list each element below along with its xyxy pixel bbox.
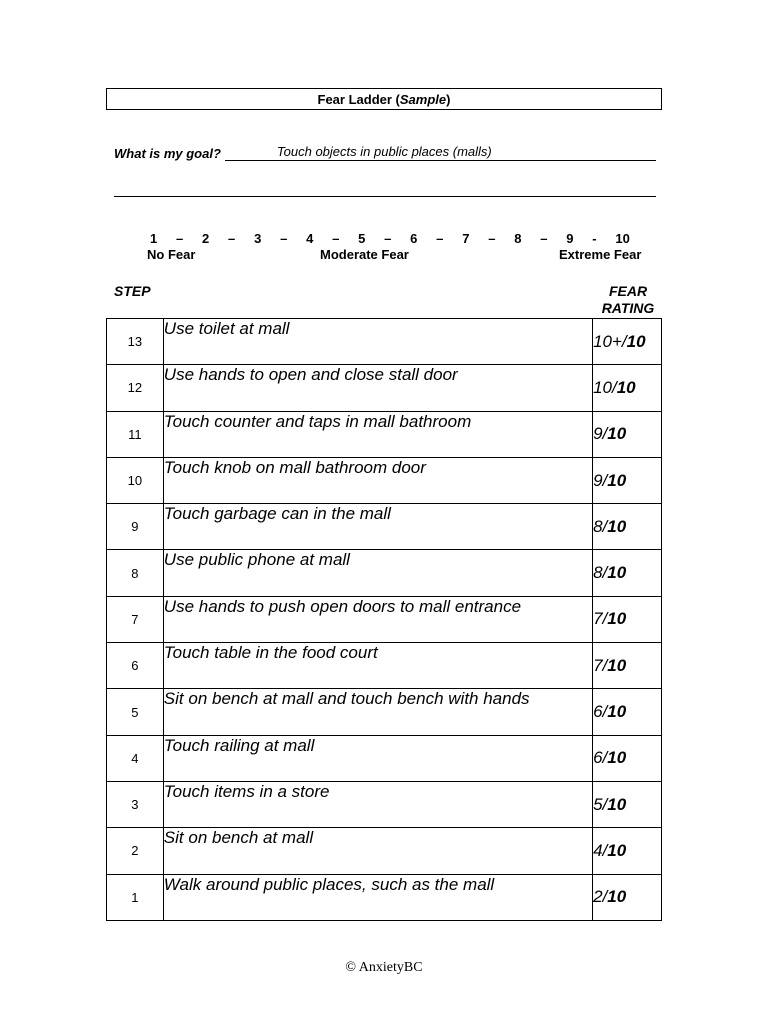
scale-number: – — [488, 231, 496, 246]
scale-number: 7 — [462, 231, 470, 246]
fear-scale-numbers — [150, 231, 630, 246]
rating-max: 10 — [607, 794, 627, 814]
step-number: 13 — [107, 319, 164, 365]
step-header: STEP — [114, 283, 151, 299]
fear-rating — [593, 828, 662, 874]
step-number: 3 — [107, 781, 164, 827]
rating-value: 7/ — [593, 655, 608, 675]
fear-rating — [593, 643, 662, 689]
fear-rating — [593, 457, 662, 503]
scale-number: 2 — [202, 231, 210, 246]
step-number: 11 — [107, 411, 164, 457]
scale-number: 10 — [615, 231, 630, 246]
fear-rating — [593, 735, 662, 781]
rating-value: 9/ — [593, 470, 608, 490]
table-row — [107, 874, 662, 920]
goal-value: Touch objects in public places (malls) — [225, 144, 656, 161]
table-row — [107, 828, 662, 874]
fear-rating — [593, 689, 662, 735]
step-number: 2 — [107, 828, 164, 874]
step-description: Touch counter and taps in mall bathroom — [163, 411, 592, 457]
rating-max: 10 — [626, 331, 646, 351]
rating-value: 5/ — [593, 794, 608, 814]
step-description: Sit on bench at mall and touch bench with hands — [163, 689, 592, 735]
step-description: Use public phone at mall — [163, 550, 592, 596]
step-number: 4 — [107, 735, 164, 781]
scale-number: – — [228, 231, 236, 246]
step-description: Use toilet at mall — [163, 319, 592, 365]
title-sample: Sample — [399, 91, 447, 107]
scale-label-moderate-fear: Moderate Fear — [320, 247, 409, 262]
rating-max: 10 — [607, 655, 627, 675]
scale-number: 4 — [306, 231, 314, 246]
scale-number: 5 — [358, 231, 366, 246]
rating-max: 10 — [607, 516, 627, 536]
step-number: 9 — [107, 504, 164, 550]
table-row — [107, 365, 662, 411]
scale-number: – — [384, 231, 392, 246]
step-description: Touch knob on mall bathroom door — [163, 457, 592, 503]
rating-value: 4/ — [593, 840, 608, 860]
step-number: 1 — [107, 874, 164, 920]
page-title — [106, 88, 662, 110]
title-close: ) — [446, 91, 451, 107]
rating-value: 7/ — [593, 609, 608, 629]
goal-row — [114, 144, 656, 161]
rating-value: 6/ — [593, 702, 608, 722]
step-description: Use hands to push open doors to mall entrance — [163, 596, 592, 642]
fear-header-line2: RATING — [601, 300, 655, 316]
table-row — [107, 319, 662, 365]
scale-label-no-fear: No Fear — [147, 247, 196, 262]
table-row — [107, 504, 662, 550]
rating-value: 10+/ — [593, 331, 627, 351]
step-number: 8 — [107, 550, 164, 596]
scale-number: 6 — [410, 231, 418, 246]
table-row — [107, 735, 662, 781]
goal-blank-line — [114, 196, 656, 197]
table-row — [107, 781, 662, 827]
step-description: Touch garbage can in the mall — [163, 504, 592, 550]
step-number: 5 — [107, 689, 164, 735]
rating-max: 10 — [607, 470, 627, 490]
scale-number: - — [592, 231, 597, 246]
step-description: Touch items in a store — [163, 781, 592, 827]
scale-number: – — [332, 231, 340, 246]
table-row — [107, 689, 662, 735]
step-description: Touch railing at mall — [163, 735, 592, 781]
rating-value: 10/ — [593, 377, 617, 397]
rating-max: 10 — [607, 887, 627, 907]
rating-max: 10 — [607, 424, 627, 444]
step-description: Sit on bench at mall — [163, 828, 592, 874]
rating-max: 10 — [616, 377, 636, 397]
fear-rating — [593, 596, 662, 642]
rating-value: 8/ — [593, 516, 608, 536]
table-row — [107, 411, 662, 457]
scale-number: – — [280, 231, 288, 246]
step-number: 12 — [107, 365, 164, 411]
step-description: Touch table in the food court — [163, 643, 592, 689]
table-row — [107, 596, 662, 642]
step-description: Walk around public places, such as the mall — [163, 874, 592, 920]
fear-rating — [593, 319, 662, 365]
fear-rating — [593, 411, 662, 457]
rating-max: 10 — [607, 748, 627, 768]
scale-number: 9 — [566, 231, 574, 246]
scale-label-extreme-fear: Extreme Fear — [559, 247, 642, 262]
fear-ladder-table — [106, 318, 662, 921]
scale-number: 8 — [514, 231, 522, 246]
scale-number: 3 — [254, 231, 262, 246]
table-row — [107, 457, 662, 503]
rating-value: 9/ — [593, 424, 608, 444]
rating-max: 10 — [607, 563, 627, 583]
fear-rating — [593, 504, 662, 550]
step-number: 6 — [107, 643, 164, 689]
scale-number: – — [176, 231, 184, 246]
copyright-footer: © AnxietyBC — [345, 960, 423, 975]
fear-rating — [593, 781, 662, 827]
goal-label: What is my goal? — [114, 146, 221, 161]
scale-number: – — [436, 231, 444, 246]
step-description: Use hands to open and close stall door — [163, 365, 592, 411]
scale-number: 1 — [150, 231, 158, 246]
rating-max: 10 — [607, 609, 627, 629]
rating-value: 2/ — [593, 887, 608, 907]
table-row — [107, 643, 662, 689]
step-number: 7 — [107, 596, 164, 642]
fear-rating — [593, 874, 662, 920]
fear-rating — [593, 365, 662, 411]
fear-rating — [593, 550, 662, 596]
scale-number: – — [540, 231, 548, 246]
title-text: Fear Ladder ( — [317, 91, 400, 107]
rating-value: 8/ — [593, 563, 608, 583]
rating-max: 10 — [607, 840, 627, 860]
rating-max: 10 — [607, 702, 627, 722]
step-number: 10 — [107, 457, 164, 503]
rating-value: 6/ — [593, 748, 608, 768]
table-row — [107, 550, 662, 596]
fear-header-line1: FEAR — [608, 283, 648, 299]
fear-rating-header — [598, 283, 658, 317]
